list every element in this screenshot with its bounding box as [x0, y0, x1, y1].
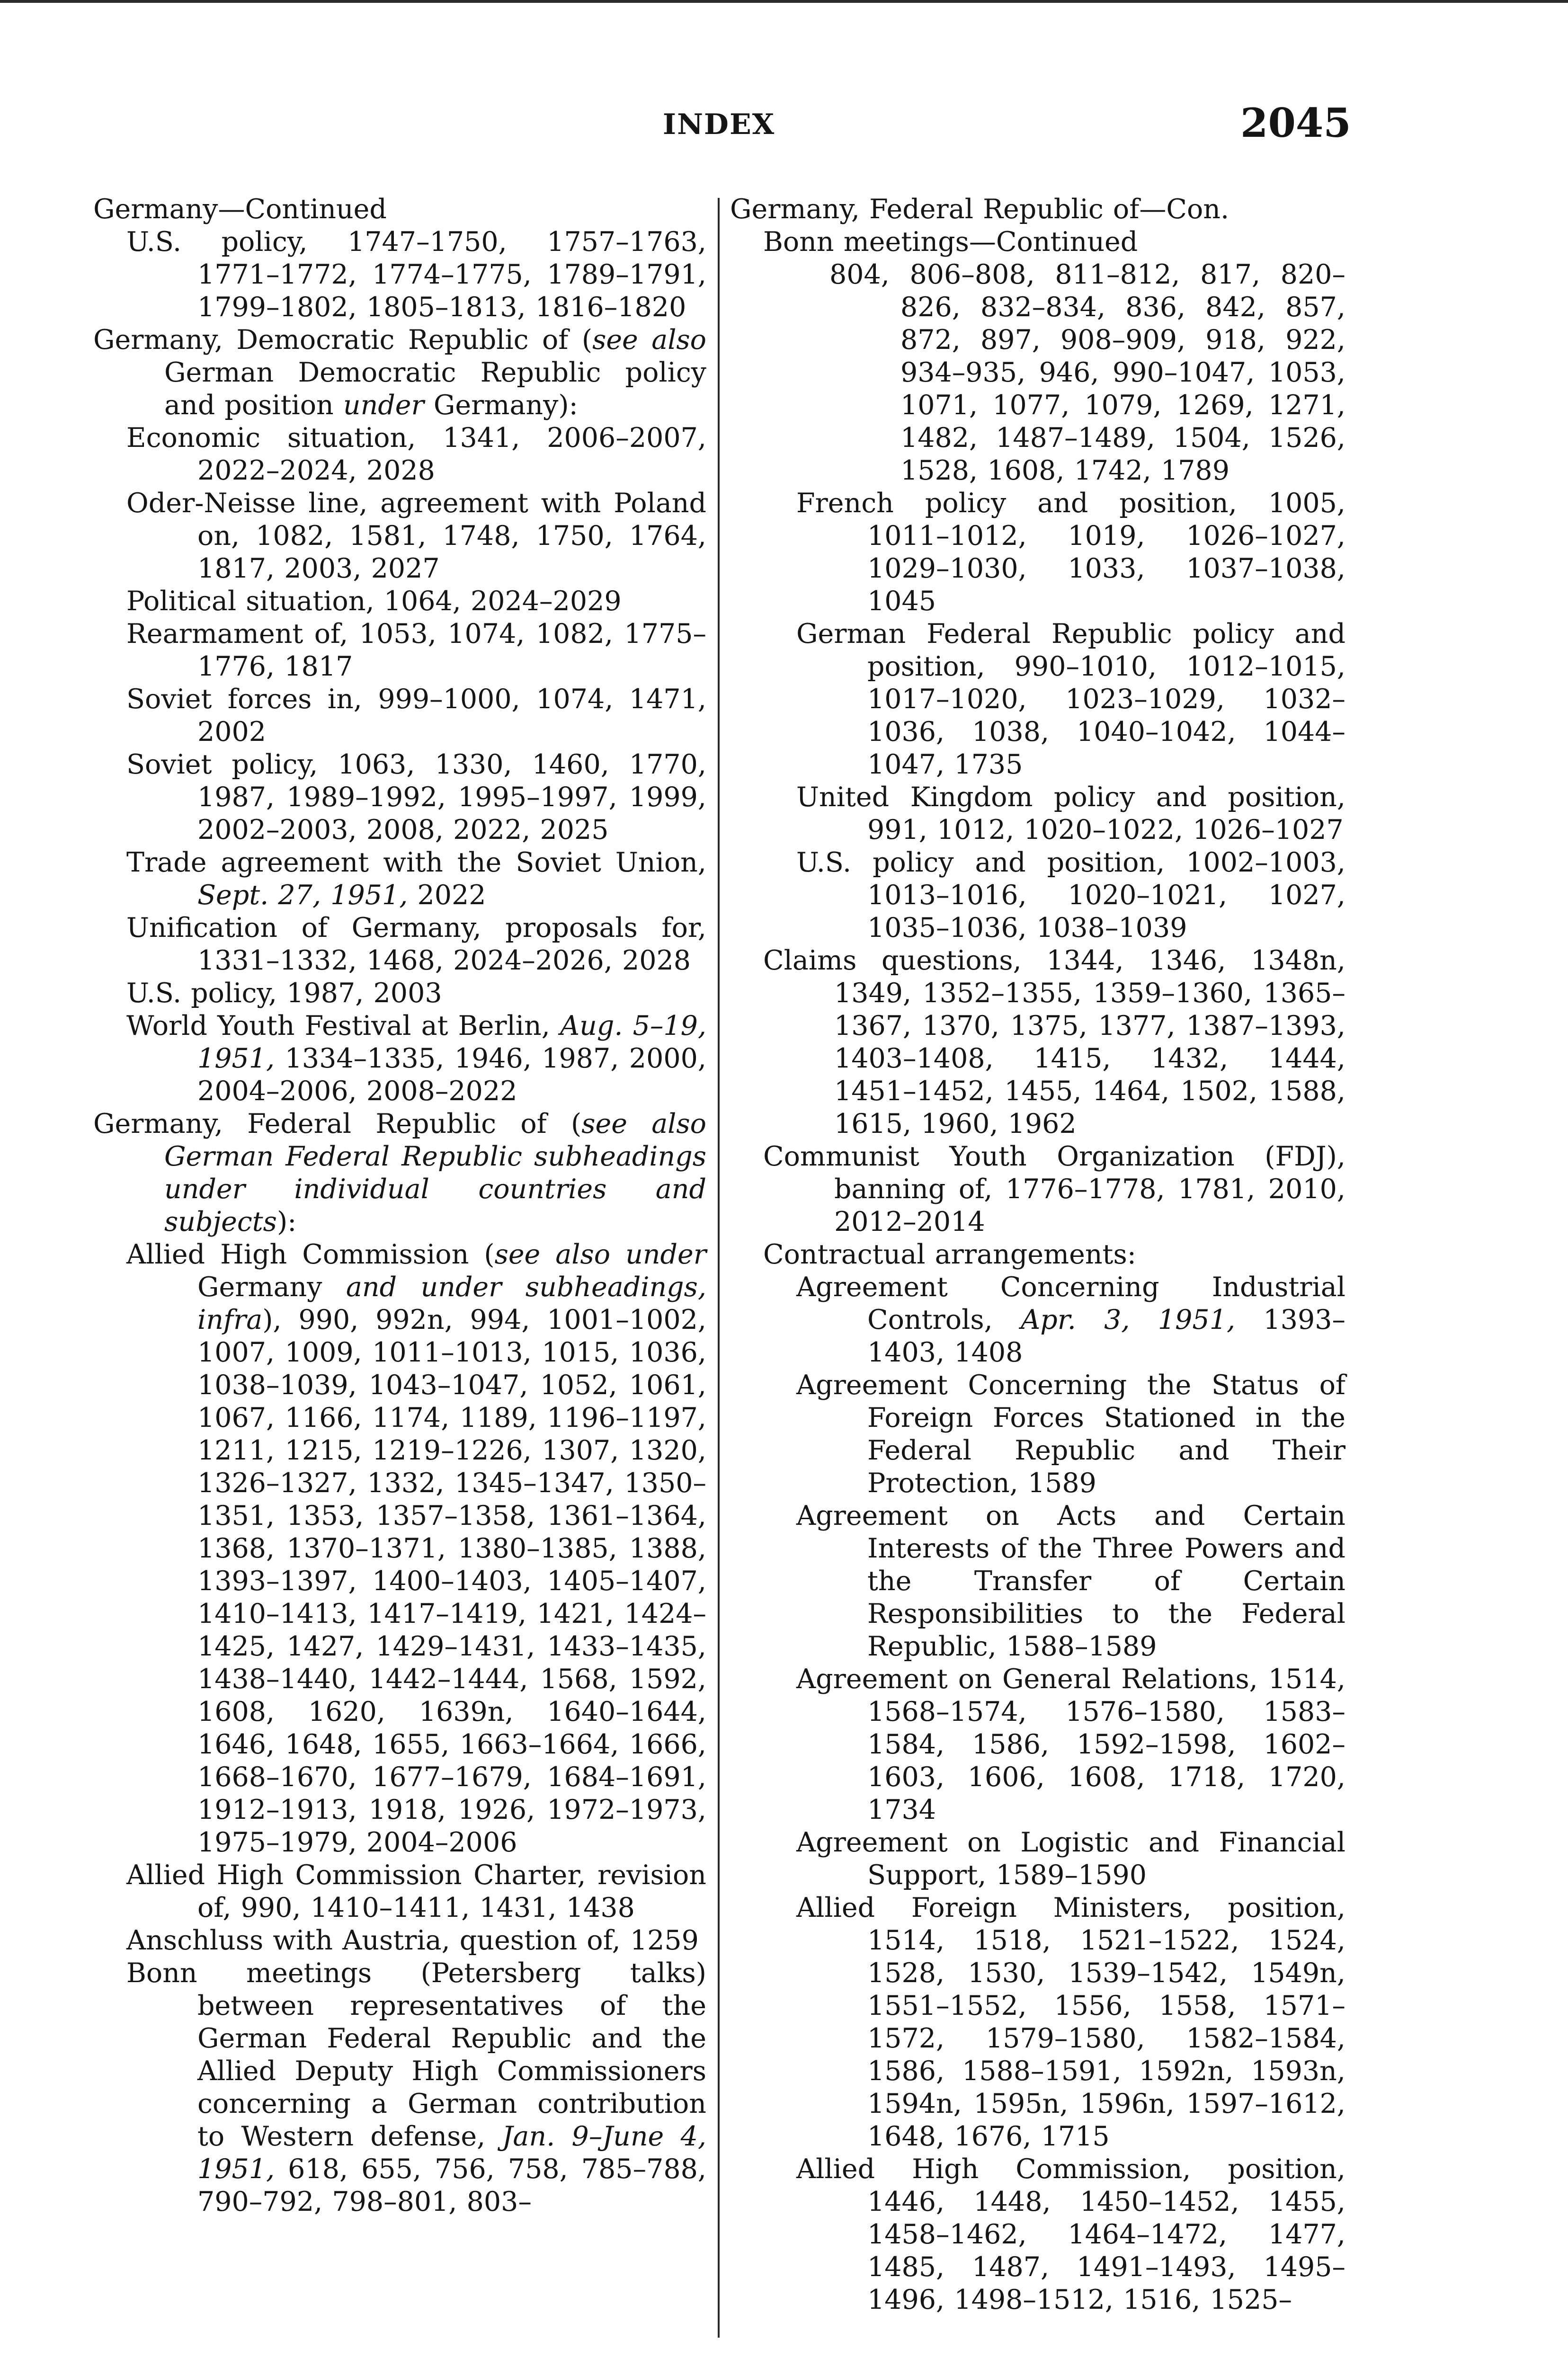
index-subentry: Bonn meetings (Petersberg talks) between representatives of the German Federal Republic and the Allied Deputy High Commissioners concerning a German contribution to Western defense, Jan. 9–June 4, 1951, 618, 655, 756, 758, 785–788, 790–792, 798–801, 803– [126, 1958, 706, 2217]
right-column [730, 193, 1345, 2316]
index-subentry: Contractual arrangements: [763, 1239, 1136, 1270]
index-subentry: French policy and position, 1005, 1011–1012, 1019, 1026–1027, 1029–1030, 1033, 1037–1038, 1045 [796, 488, 1345, 617]
index-subentry: U.S. policy, 1987, 2003 [126, 978, 442, 1009]
index-subentry: Communist Youth Organization (FDJ), banning of, 1776–1778, 1781, 2010, 2012–2014 [763, 1141, 1345, 1237]
index-subentry: 804, 806–808, 811–812, 817, 820–826, 832–834, 836, 842, 857, 872, 897, 908–909, 918, 922, 934–935, 946, 990–1047, 1053, 1071, 1077, 1079, 1269, 1271, 1482, 1487–1489, 1504, 1526, 1528, 1608, 1742, 1789 [829, 259, 1345, 486]
index-subentry: German Federal Republic policy and position, 990–1010, 1012–1015, 1017–1020, 1023–1029, 1032–1036, 1038, 1040–1042, 1044–1047, 1735 [796, 618, 1345, 780]
index-heading: Germany, Federal Republic of—Con. [730, 194, 1229, 225]
index-subentry: Allied Foreign Ministers, position, 1514, 1518, 1521–1522, 1524, 1528, 1530, 1539–1542, 1549n, 1551–1552, 1556, 1558, 1571–1572, 1579–1580, 1582–1584, 1586, 1588–1591, 1592n, 1593n, 1594n, 1595n, 1596n, 1597–1612, 1648, 1676, 1715 [796, 1892, 1345, 2152]
index-subentry: Trade agreement with the Soviet Union, Sept. 27, 1951, 2022 [126, 847, 706, 911]
page-number: 2045 [1240, 99, 1351, 146]
index-subentry: Rearmament of, 1053, 1074, 1082, 1775–1776, 1817 [126, 618, 706, 682]
index-subentry: Political situation, 1064, 2024–2029 [126, 586, 622, 617]
index-subentry: Agreement Concerning the Status of Foreign Forces Stationed in the Federal Republic and Their Protection, 1589 [796, 1370, 1345, 1499]
left-column [93, 193, 706, 2218]
running-head: INDEX [663, 108, 775, 141]
index-subentry: United Kingdom policy and position, 991, 1012, 1020–1022, 1026–1027 [796, 782, 1345, 845]
index-subentry: Soviet policy, 1063, 1330, 1460, 1770, 1987, 1989–1992, 1995–1997, 1999, 2002–2003, 2008, 2022, 2025 [126, 749, 706, 845]
index-subentry: U.S. policy and position, 1002–1003, 1013–1016, 1020–1021, 1027, 1035–1036, 1038–1039 [796, 847, 1345, 943]
index-subentry: Unification of Germany, proposals for, 1331–1332, 1468, 2024–2026, 2028 [126, 912, 706, 976]
index-subentry: Economic situation, 1341, 2006–2007, 2022–2024, 2028 [126, 422, 706, 486]
index-subentry: Allied High Commission (see also under Germany and under subheadings, infra), 990, 992n, 994, 1001–1002, 1007, 1009, 1011–1013, 1015, 1036, 1038–1039, 1043–1047, 1052, 1061, 1067, 1166, 1174, 1189, 1196–1197, 1211, 1215, 1219–1226, 1307, 1320, 1326–1327, 1332, 1345–1347, 1350–1351, 1353, 1357–1358, 1361–1364, 1368, 1370–1371, 1380–1385, 1388, 1393–1397, 1400–1403, 1405–1407, 1410–1413, 1417–1419, 1421, 1424–1425, 1427, 1429–1431, 1433–1435, 1438–1440, 1442–1444, 1568, 1592, 1608, 1620, 1639n, 1640–1644, 1646, 1648, 1655, 1663–1664, 1666, 1668–1670, 1677–1679, 1684–1691, 1912–1913, 1918, 1926, 1972–1973, 1975–1979, 2004–2006 [126, 1239, 707, 1858]
index-subentry: Agreement on General Relations, 1514, 1568–1574, 1576–1580, 1583–1584, 1586, 1592–1598, 1602–1603, 1606, 1608, 1718, 1720, 1734 [796, 1664, 1345, 1825]
index-subentry: Bonn meetings—Continued [763, 226, 1138, 258]
index-heading: Germany—Continued [93, 194, 387, 225]
index-subentry: Agreement on Logistic and Financial Support, 1589–1590 [796, 1827, 1345, 1891]
index-subentry: World Youth Festival at Berlin, Aug. 5–19, 1951, 1334–1335, 1946, 1987, 2000, 2004–2006, 2008–2022 [126, 1010, 706, 1107]
column-divider [718, 198, 720, 2338]
index-subentry: Anschluss with Austria, question of, 1259 [126, 1925, 699, 1956]
index-heading: Germany, Federal Republic of (see also German Federal Republic subheadings under individual countries and subjects): [93, 1108, 706, 1237]
index-subentry: Agreement on Acts and Certain Interests of the Three Powers and the Transfer of Certain Responsibilities to the Federal Republic, 1588–1589 [796, 1500, 1345, 1662]
index-subentry: U.S. policy, 1747–1750, 1757–1763, 1771–1772, 1774–1775, 1789–1791, 1799–1802, 1805–1813, 1816–1820 [126, 226, 706, 323]
index-subentry: Agreement Concerning Industrial Controls, Apr. 3, 1951, 1393–1403, 1408 [796, 1272, 1345, 1368]
index-subentry: Allied High Commission, position, 1446, 1448, 1450–1452, 1455, 1458–1462, 1464–1472, 1477, 1485, 1487, 1491–1493, 1495–1496, 1498–1512, 1516, 1525– [796, 2153, 1345, 2315]
index-subentry: Oder-Neisse line, agreement with Poland on, 1082, 1581, 1748, 1750, 1764, 1817, 2003, 2027 [126, 488, 706, 584]
index-subentry: Allied High Commission Charter, revision of, 990, 1410–1411, 1431, 1438 [126, 1860, 706, 1923]
index-subentry: Claims questions, 1344, 1346, 1348n, 1349, 1352–1355, 1359–1360, 1365–1367, 1370, 1375, 1377, 1387–1393, 1403–1408, 1415, 1432, 1444, 1451–1452, 1455, 1464, 1502, 1588, 1615, 1960, 1962 [763, 945, 1345, 1139]
index-heading: Germany, Democratic Republic of (see also German Democratic Republic policy and position under Germany): [93, 324, 706, 421]
top-edge-rule [0, 0, 1568, 3]
index-subentry: Soviet forces in, 999–1000, 1074, 1471, 2002 [126, 684, 706, 747]
